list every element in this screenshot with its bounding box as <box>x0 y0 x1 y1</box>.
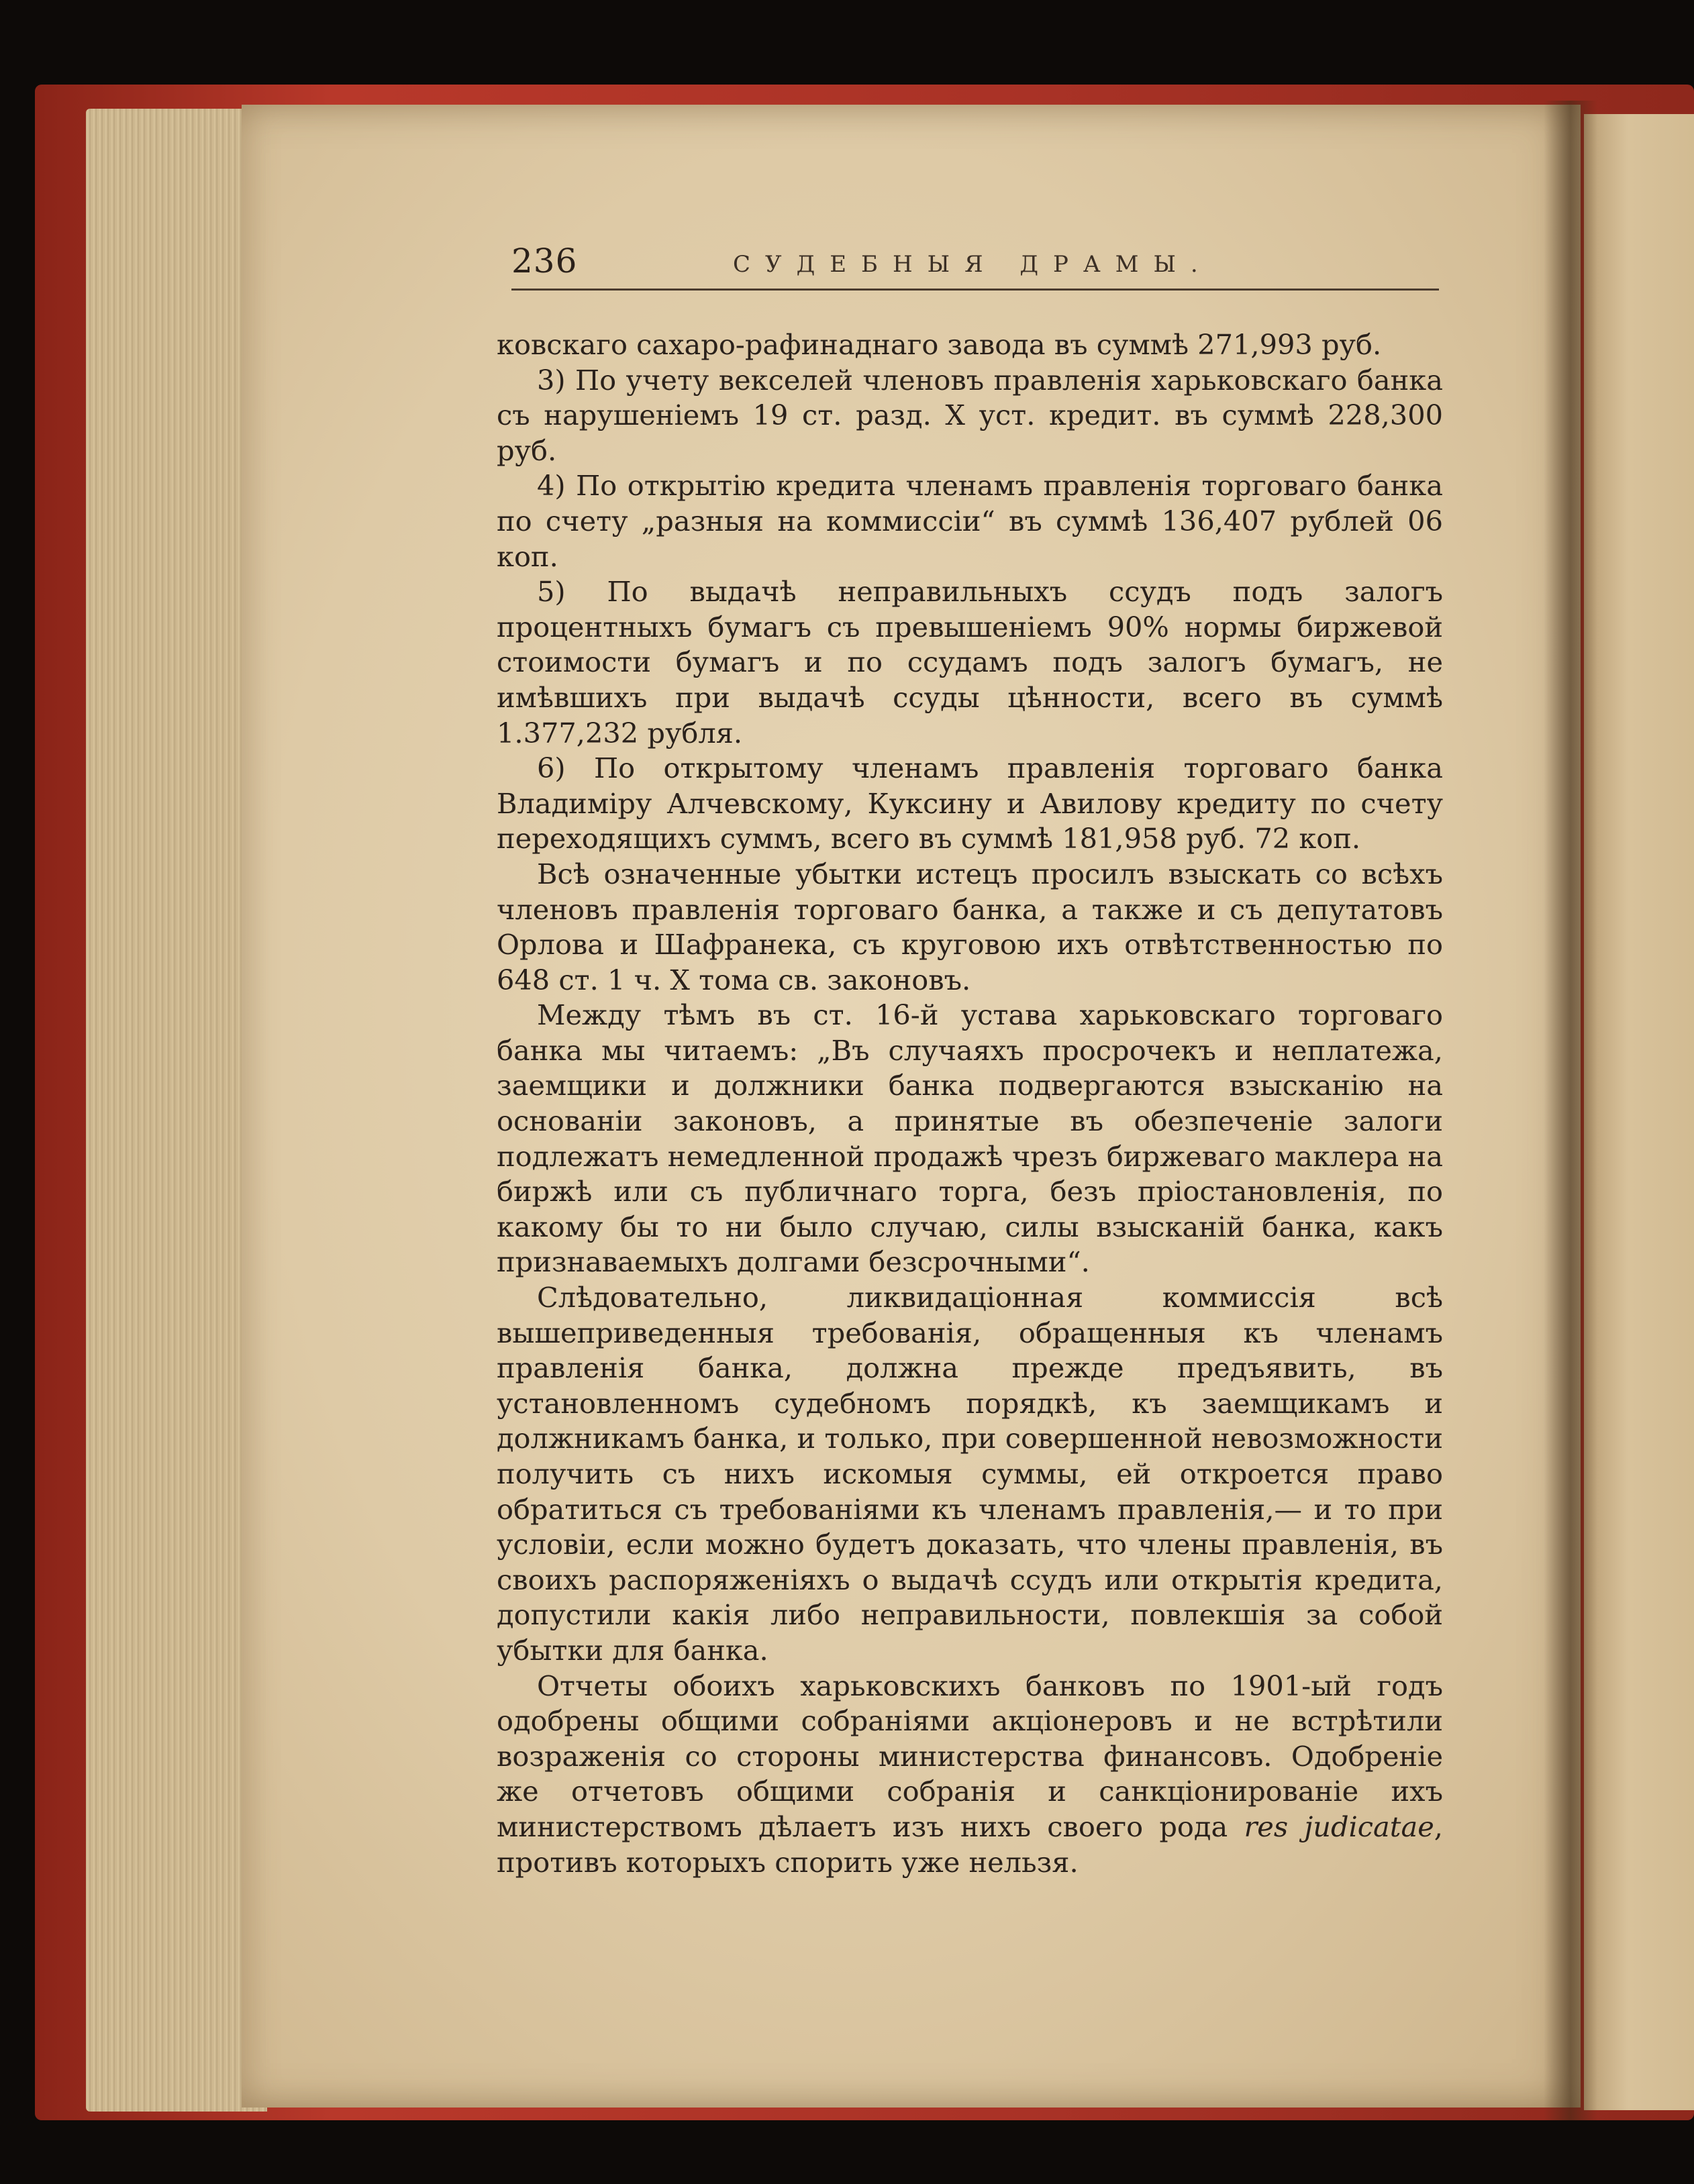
running-title: СУДЕБНЫЯ ДРАМЫ. <box>733 251 1213 278</box>
paragraph-losses: Всѣ означенные убытки истецъ просилъ взыскать со всѣхъ членовъ правленія торговаго банка, а также и съ депутатовъ Орлова и Шафранека, съ круговою ихъ отвѣтственностью по 648 ст. 1 ч. X тома св. законовъ. <box>497 857 1443 996</box>
paragraph-item-4: 4) По открытію кредита членамъ правленія торговаго банка по счету „разныя на коммиссіи“ въ суммѣ 136,407 рублей 06 коп. <box>497 469 1443 573</box>
paragraph-item-6: 6) По открытому членамъ правленія торговаго банка Владиміру Алчевскому, Куксину и Авилову кредиту по счету переходящихъ суммъ, всего въ суммѣ 181,958 руб. 72 коп. <box>497 751 1443 855</box>
page-edges <box>86 109 267 2112</box>
header-rule <box>511 289 1439 291</box>
paragraph-reports-text: Отчеты обоихъ харьковскихъ банковъ по 1901-ый годъ одобрены общими собраніями акціонеровъ и не встрѣтили возраженія со стороны министерства финансовъ. Одобреніе же отчетовъ общими собранія и санкціонированіе ихъ министерствомъ дѣлаетъ изъ нихъ своего рода <box>497 1669 1443 1843</box>
book-gutter <box>1544 101 1597 2120</box>
paragraph-reports-end: , противъ которыхъ спорить уже нельзя. <box>497 1810 1443 1879</box>
page-body <box>497 327 1443 1880</box>
page-header <box>511 242 1439 295</box>
paragraph-reports <box>497 1669 1443 1881</box>
paragraph-continuation: ковскаго сахаро-рафинаднаго завода въ суммѣ 271,993 руб. <box>497 328 1382 361</box>
page-number: 236 <box>511 242 578 280</box>
paragraph-item-3: 3) По учету векселей членовъ правленія харьковскаго банка съ нарушеніемъ 19 ст. разд. X уст. кредит. въ суммѣ 228,300 руб. <box>497 363 1443 467</box>
paragraph-conclusion: Слѣдовательно, ликвидаціонная коммиссія всѣ вышеприведенныя требованія, обращенныя къ членамъ правленія банка, должна прежде предъявить, въ установленномъ судебномъ порядкѣ, къ заемщикамъ и должникамъ банка, и только, при совершенной невозможности получить съ нихъ искомыя суммы, ей откроется право обратиться съ требованіями къ членамъ правленія,— и то при условіи, если можно будетъ доказать, что члены правленія, въ своихъ распоряженіяхъ о выдачѣ ссудъ или открытія кредита, допустили какія либо неправильности, повлекшія за собой убытки для банка. <box>497 1281 1443 1667</box>
paragraph-item-5: 5) По выдачѣ неправильныхъ ссудъ подъ залогъ процентныхъ бумагъ съ превышеніемъ 90% нормы биржевой стоимости бумагъ и по ссудамъ подъ залогъ бумагъ, не имѣвшихъ при выдачѣ ссуды цѣнности, всего въ суммѣ 1.377,232 рубля. <box>497 575 1443 749</box>
latin-phrase: res judicatae <box>1244 1810 1434 1843</box>
facing-page-edge <box>1584 114 1694 2110</box>
paragraph-charter-article: Между тѣмъ въ ст. 16-й устава харьковскаго торговаго банка мы читаемъ: „Въ случаяхъ просрочекъ и неплатежа, заемщики и должники банка подвергаются взысканію на основаніи законовъ, а принятые въ обезпеченіе залоги подлежатъ немедленной продажѣ чрезъ биржеваго маклера на биржѣ или съ публичнаго торга, безъ пріостановленія, по какому бы то ни было случаю, силы взысканій банка, какъ признаваемыхъ долгами безсрочными“. <box>497 998 1443 1279</box>
